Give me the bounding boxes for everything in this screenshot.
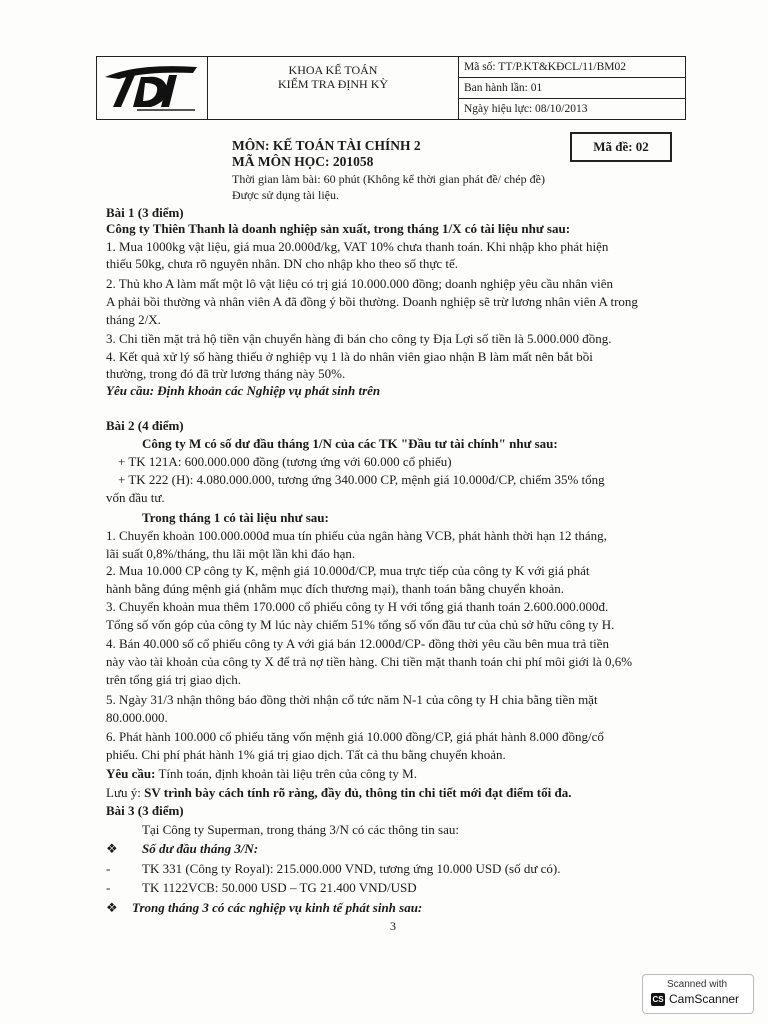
exam-code-box: Mã đề: 02 [570,132,672,162]
text-line: này vào tài khoản của công ty X để trả nợ tiền hàng. Chi tiền mặt thanh toán chi phí môi giới là 0,6% [106,654,633,669]
balance-line: + TK 121A: 600.000.000 đồng (tương ứng với 60.000 cổ phiếu) [118,454,452,469]
text-line: phiếu. Chi phí phát hành 1% giá trị giao dịch. Tất cả thu bằng chuyển khoản. [106,747,506,762]
materials-note: Được sử dụng tài liệu. [232,188,340,202]
text-line: TK 331 (Công ty Royal): 215.000.000 VND, tương ứng 10.000 USD (số dư có). [142,861,561,876]
note-text: SV trình bày cách tính rõ ràng, đầy đủ, thông tin chi tiết mới đạt điểm tối đa. [140,785,572,800]
bai2-note [106,785,571,801]
logo [97,57,208,119]
note-label: Lưu ý: [106,785,141,800]
requirement-label: Yêu cầu: [106,766,156,781]
subject-title: MÔN: KẾ TOÁN TÀI CHÍNH 2 [232,138,421,153]
text-line: TK 1122VCB: 50.000 USD – TG 21.400 VND/USD [142,880,417,895]
header-info [459,57,685,119]
text-line: tháng 2/X. [106,312,161,327]
text-line: Tổng số vốn góp của công ty M lúc này chiếm 51% tổng số vốn đầu tư của chủ sở hữu công ty H. [106,617,615,632]
bai2-month-intro: Trong tháng 1 có tài liệu như sau: [142,510,329,525]
bai3-heading: Bài 3 (3 điểm) [106,803,184,818]
header-center [208,57,459,119]
text-line: lãi suất 0,8%/tháng, thu lãi một lần khi đáo hạn. [106,546,356,561]
dash-icon: - [106,880,111,895]
effective-date: Ngày hiệu lực: 08/10/2013 [464,103,588,115]
text-line: 80.000.000. [106,710,168,725]
exam-time: Thời gian làm bài: 60 phút (Không kể thời gian phát đề/ chép đề) [232,172,545,186]
bai1-intro: Công ty Thiên Thanh là doanh nghiệp sản xuất, trong tháng 1/X có tài liệu như sau: [106,221,571,236]
text-line: 2. Thủ kho A làm mất một lô vật liệu có trị giá 10.000.000 đồng; doanh nghiệp yêu cầu nhân viên [106,276,614,291]
balance-cont: vốn đầu tư. [106,490,165,505]
camscanner-watermark [642,974,754,1014]
bai1-requirement: Yêu cầu: Định khoản các Nghiệp vụ phát sinh trên [106,383,381,398]
bai3-intro: Tại Công ty Superman, trong tháng 3/N có các thông tin sau: [142,822,459,837]
tdt-logo-icon [97,57,205,117]
issue-number: Ban hành lần: 01 [459,78,685,99]
text-line: 3. Chuyển khoản mua thêm 170.000 cổ phiếu công ty H với tổng giá thanh toán 2.600.000.000đ. [106,599,609,614]
bai2-heading: Bài 2 (4 điểm) [106,418,184,433]
text-line: 5. Ngày 31/3 nhận thông báo đồng thời nhận cổ tức năm N-1 của công ty H chia bằng tiền mặt [106,692,598,707]
text-line: 1. Mua 1000kg vật liệu, giá mua 20.000đ/kg, VAT 10% chưa thanh toán. Khi nhập kho phát hiện [106,239,609,254]
text-line: hành bằng đúng mệnh giá (nhằm mục đích thương mại), thanh toán bằng chuyển khoản. [106,581,564,596]
camscanner-name: CamScanner [669,992,740,1006]
dash-icon: - [106,861,111,876]
header-table [96,56,686,120]
faculty-name: KHOA KẾ TOÁN [288,63,378,77]
text-line: A phải bồi thường và nhân viên A đã đồng ý bồi thường. Doanh nghiệp sẽ trừ lương nhân viên A trong [106,294,638,309]
text-line: 4. Bán 40.000 số cổ phiếu công ty A với giá bán 12.000đ/CP- đồng thời yêu cầu bên mua trả tiền [106,636,609,651]
page-number: 3 [390,919,396,933]
bai1-heading: Bài 1 (3 điểm) [106,205,184,220]
text-line: 6. Phát hành 100.000 cổ phiếu tăng vốn mệnh giá 10.000 đồng/CP, giá phát hành 8.000 đồng/cổ [106,729,604,744]
subject-code: MÃ MÔN HỌC: 201058 [232,154,374,169]
diamond-bullet-icon: ❖ [106,841,118,856]
bai2-intro: Công ty M có số dư đầu tháng 1/N của các TK "Đầu tư tài chính" như sau: [142,436,558,451]
text-line: 3. Chi tiền mặt trả hộ tiền vận chuyển hàng đi bán cho công ty Địa Lợi số tiền là 5.000.000 đồng. [106,331,612,346]
exam-type: KIỂM TRA ĐỊNH KỲ [277,77,389,91]
text-line: trên tổng giá trị giao dịch. [106,672,242,687]
bai2-requirement [106,766,417,782]
text-line: 4. Kết quả xử lý số hàng thiếu ở nghiệp vụ 1 là do nhân viên giao nhận B làm mất nên bắt bồi [106,349,593,364]
text-line: thiếu 50kg, chưa rõ nguyên nhân. DN cho nhập kho theo số thực tế. [106,256,459,271]
requirement-text: Tính toán, định khoản tài liệu trên của công ty M. [155,766,417,781]
bai3-bullet-opening: Số dư đầu tháng 3/N: [142,841,259,856]
text-line: thường, trong đó đã trừ lương tháng này 50%. [106,366,346,381]
diamond-bullet-icon: ❖ [106,900,118,915]
text-line: 1. Chuyển khoản 100.000.000đ mua tín phiếu của ngân hàng VCB, phát hành thời hạn 12 tháng, [106,528,607,543]
bai3-bullet-transactions: Trong tháng 3 có các nghiệp vụ kinh tế phát sinh sau: [132,900,423,915]
camscanner-icon: CS [652,995,664,1004]
scanned-with-text: Scanned with [667,979,728,990]
doc-code: Mã số: TT/P.KT&KĐCL/11/BM02 [459,57,685,78]
balance-line: + TK 222 (H): 4.080.000.000, tương ứng 340.000 CP, mệnh giá 10.000đ/CP, chiếm 35% tổng [118,472,605,487]
text-line: 2. Mua 10.000 CP công ty K, mệnh giá 10.000đ/CP, mua trực tiếp của công ty K với giá phát [106,563,590,578]
